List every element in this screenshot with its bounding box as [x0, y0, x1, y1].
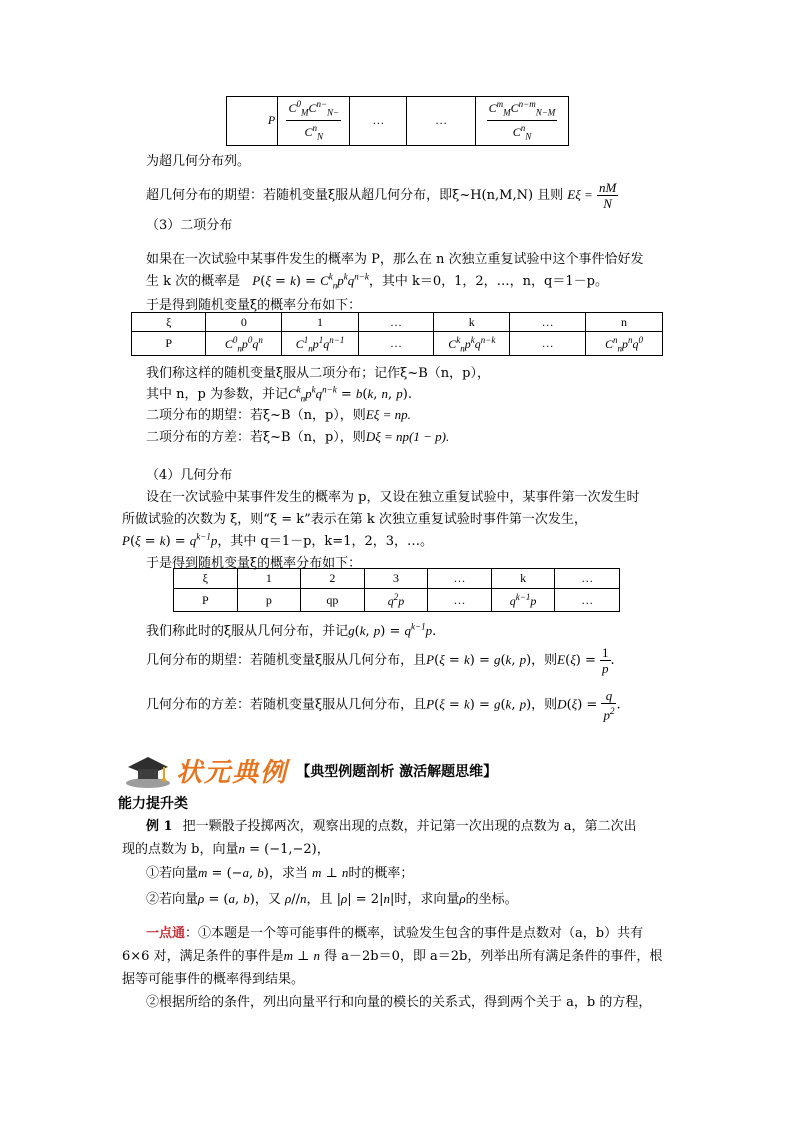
table-cell: p: [237, 589, 301, 612]
table-cell: $\frac{C^m_MC^{n-m}_{N-M}}{C^n_N}$: [475, 97, 568, 146]
banner-title: 状元典例: [176, 758, 289, 788]
binomial-expect-line: 二项分布的期望：若ξ~B（n，p），则Eξ = np.: [146, 407, 411, 423]
hyper-expect-lhs: Eξ =: [567, 187, 593, 202]
example-label: 例 1: [146, 819, 173, 834]
graduation-cap-icon: [124, 753, 172, 789]
table-cell: ξ: [174, 569, 238, 589]
geometric-name-line: 我们称此时的ξ服从几何分布，并记g(k, $p) = q^{k-1}p$.: [146, 621, 437, 639]
geometric-para-line1: 设在一次试验中某事件发生的概率为 p，又设在独立重复试验中，某事件第一次发生时: [146, 490, 640, 505]
table-cell: P: [227, 97, 278, 146]
hint-label: 一点通: [146, 926, 186, 941]
binomial-para-line1: 如果在一次试验中某事件发生的概率为 P，那么在 n 次独立重复试验中这个事件恰好发: [146, 252, 644, 267]
geometric-var-line: 几何分布的方差：若随机变量ξ服从几何分布，且P(ξ = k) = g(k, p)，则D(ξ) = $\frac{q}{p^2}$ .: [146, 688, 621, 723]
table-cell: k: [491, 569, 555, 589]
binomial-param-line: 其中 n，p 为参数，并记$C^k_np^kq^{n-k} = b(k$, n, p).: [146, 384, 412, 404]
geometric-table-intro: 于是得到随机变量ξ的概率分布如下：: [146, 556, 362, 571]
geometric-heading: （4）几何分布: [146, 468, 233, 483]
table-cell: …: [510, 313, 585, 332]
hint-line1: 一点通：①本题是一个等可能事件的概率，试验发生包含的事件是点数对（a，b）共有: [146, 926, 644, 941]
hint-line4: ②根据所给的条件，列出向量平行和向量的模长的关系式，得到两个关于 a，b 的方程，: [146, 995, 652, 1010]
geometric-para-line2: 所做试验的次数为 ξ，则“ξ = k”表示在第 k 次独立重复试验时事件第一次发生，: [122, 512, 587, 527]
table-cell: $C^n_np^nq^0$: [585, 332, 662, 356]
table-cell: …: [358, 332, 433, 356]
table-cell: ξ: [132, 313, 206, 332]
table-cell: …: [555, 569, 620, 589]
table-cell: …: [428, 589, 492, 612]
table-cell: k: [434, 313, 510, 332]
binomial-heading: （3）二项分布: [146, 218, 233, 233]
binomial-table-intro: 于是得到随机变量ξ的概率分布如下：: [146, 298, 362, 313]
table-cell: …: [358, 313, 433, 332]
binomial-var-line: 二项分布的方差：若ξ~B（n，p），则Dξ = np(1 − p).: [146, 429, 450, 445]
table-cell: …: [428, 569, 492, 589]
table-cell: P: [132, 332, 206, 356]
table-cell: 1: [237, 569, 301, 589]
table-cell: 3: [364, 569, 428, 589]
hypergeometric-table: [226, 96, 569, 146]
example-line1: 例 1 把一颗骰子投掷两次，观察出现的点数，并记第一次出现的点数为 a，第二次出: [146, 819, 637, 834]
hyper-list-text: 为超几何分布列。: [146, 154, 251, 169]
table-cell: $q^2p$: [364, 589, 428, 612]
binomial-table: [131, 312, 663, 356]
table-cell: …: [407, 97, 476, 146]
table-cell: $C^k_np^kq^{n-k}$: [434, 332, 510, 356]
table-cell: 1: [282, 313, 358, 332]
geometric-table: [173, 568, 620, 612]
banner-subtitle: 【典型例题剖析 激活解题思维】: [296, 763, 498, 780]
hint-line3: 据等可能事件的概率得到结果。: [122, 972, 305, 987]
table-cell: $C^0_np^0q^n$: [206, 332, 282, 356]
hyper-expectation: [146, 180, 618, 211]
table-cell: …: [510, 332, 585, 356]
section-heading: 能力提升类: [118, 796, 188, 812]
example-line2: 现的点数为 b，向量n = (−1,−2)，: [122, 841, 330, 857]
question-1: ①若向量m = (−a, b)，求当 m ⊥ n时的概率；: [146, 865, 414, 881]
hint-line2: 6×6 对，满足条件的事件是m ⊥ n 得 a－2b＝0，即 a＝2b，列举出所有满足条件的事件，根: [122, 948, 663, 964]
geometric-para-line3: $P(\xi = k) = q^{k-1}p$，其中 q＝1－p，k=1，2，3，…。: [122, 531, 434, 549]
table-cell: n: [585, 313, 662, 332]
table-cell: qp: [301, 589, 365, 612]
hyper-expect-fraction: $\frac{nM}{N}$: [598, 180, 617, 211]
table-cell: …: [555, 589, 620, 612]
table-cell: …: [350, 97, 407, 146]
banner: [124, 752, 497, 789]
binomial-para-line2: 生 k 次的概率是 $P(\xi = k) = C^k_np^kq^{n-k}$，其中 k＝0，1，2，…，n，q＝1－p。: [146, 271, 608, 291]
table-cell: $q^{k-1}p$: [491, 589, 555, 612]
geometric-expect-line: 几何分布的期望：若随机变量ξ服从几何分布，且P(ξ = k) = g(k, p)，则E(ξ) = $\frac{1}{p}$ .: [146, 645, 615, 676]
table-cell: P: [174, 589, 238, 612]
table-cell: 0: [206, 313, 282, 332]
table-cell: 2: [301, 569, 365, 589]
question-2: ②若向量ρ = (a, b)，又 ρ//n，且 |ρ| = 2|n|时，求向量ρ的坐标。: [146, 891, 518, 907]
hyper-expect-text: 超几何分布的期望：若随机变量ξ服从超几何分布，即ξ~H(n,M,N) 且则: [146, 188, 564, 203]
table-cell: $C^1_np^1q^{n-1}$: [282, 332, 358, 356]
table-cell: $\frac{C^0_MC^{n-}_{N-}}{C^n_N}$: [278, 97, 350, 146]
binomial-name-line: 我们称这样的随机变量ξ服从二项分布；记作ξ~B（n，p），: [146, 366, 490, 381]
